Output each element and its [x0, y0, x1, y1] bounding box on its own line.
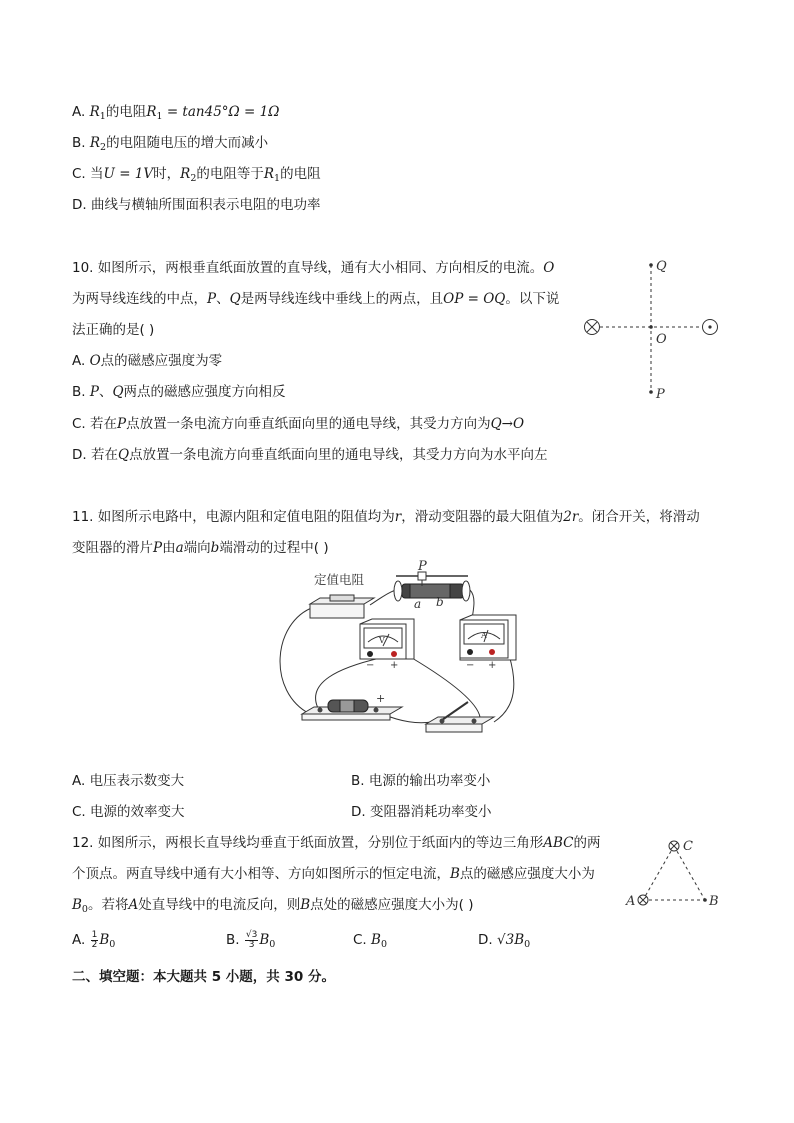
q10-figure — [580, 255, 730, 405]
voltmeter-minus: − — [366, 660, 375, 671]
q10-option-a: A. O点的磁感应强度为零 — [72, 353, 223, 369]
voltmeter-label: V — [379, 636, 385, 645]
q10-stem-line2: 为两导线连线的中点，P、Q是两导线连线中垂线上的两点，且OP = OQ。以下说 — [72, 291, 560, 307]
q10-stem-line1: 10. 如图所示，两根垂直纸面放置的直导线，通有大小相同、方向相反的电流。O — [72, 260, 555, 276]
ammeter-label: A — [481, 631, 487, 640]
q11-option-b: B. 电源的输出功率变小 — [351, 773, 491, 789]
q11-stem-line2: 变阻器的滑片P由a端向b端滑动的过程中( ) — [72, 540, 329, 556]
q9-option-b: B. $R_2$的电阻随电压的增大而减小 — [72, 135, 269, 153]
wire-into-page-icon — [585, 320, 600, 335]
voltmeter-plus: + — [390, 660, 399, 671]
wire-a-into-page-icon — [638, 895, 648, 905]
fixed-resistor-label: 定值电阻 — [314, 572, 365, 587]
slider-label-p: P — [418, 559, 427, 574]
battery-plus: + — [376, 692, 386, 705]
q12-option-a: A. $\frac{1}{2}$ $B_0$ — [72, 929, 116, 950]
wire-c-into-page-icon — [669, 841, 679, 851]
q12-option-d: D. $√3B_0$ — [478, 932, 531, 950]
rheostat — [394, 572, 470, 601]
q10-label-p: P — [656, 387, 665, 402]
q10-option-c: C. 若在P点放置一条电流方向垂直纸面向里的通电导线，其受力方向为Q→O — [72, 416, 525, 432]
q12-stem-line3: $B_0$。若将A处直导线中的电流反向，则B点处的磁感应强度大小为( ) — [72, 897, 474, 915]
q9-option-d: D. 曲线与横轴所围面积表示电阻的电功率 — [72, 197, 321, 213]
q11-stem-line1: 11. 如图所示电路中，电源内阻和定值电阻的阻值均为r，滑动变阻器的最大阻值为2r。闭合开关，将滑动 — [72, 509, 700, 525]
q11-option-d: D. 变阻器消耗功率变小 — [351, 804, 492, 820]
ammeter — [460, 615, 516, 660]
wire-out-of-page-icon — [703, 320, 718, 335]
q9-option-a: A. $R_1$的电阻$R_1 = \tan 45^\circ\Omega = 1\Omega$ — [72, 104, 280, 122]
ammeter-plus: + — [488, 660, 497, 671]
q12-label-b: B — [709, 894, 719, 909]
q12-stem-line1: 12. 如图所示，两根长直导线均垂直于纸面放置，分别位于纸面内的等边三角形ABC的两 — [72, 835, 601, 851]
voltmeter — [360, 619, 414, 659]
q12-option-c: C. $B_0$ — [353, 932, 387, 950]
q11-option-c: C. 电源的效率变大 — [72, 804, 185, 820]
q12-stem-line2: 个顶点。两直导线中通有大小相等、方向如图所示的恒定电流，B点的磁感应强度大小为 — [72, 866, 595, 882]
q12-label-c: C — [683, 839, 693, 854]
ammeter-minus: − — [466, 660, 475, 671]
fixed-resistor — [310, 595, 374, 618]
q10-label-o: O — [656, 332, 667, 347]
q9-option-c: C. 当U = 1V时，$R_2$的电阻等于$R_1$的电阻 — [72, 166, 321, 184]
q12-triangle-figure — [620, 835, 730, 915]
q10-option-b: B. P、Q两点的磁感应强度方向相反 — [72, 384, 286, 400]
q10-label-q: Q — [656, 259, 667, 274]
switch — [426, 702, 494, 732]
end-label-a: a — [414, 597, 422, 611]
q12-option-b: B. $\frac{√3}{3}$ $B_0$ — [226, 929, 276, 950]
end-label-b: b — [436, 595, 444, 609]
q11-option-a: A. 电压表示数变大 — [72, 773, 185, 789]
q10-option-d: D. 若在Q点放置一条电流方向垂直纸面向里的通电导线，其受力方向为水平向左 — [72, 447, 548, 463]
q11-circuit-figure — [262, 559, 532, 740]
q12-label-a: A — [626, 894, 636, 909]
section-2-heading: 二、填空题：本大题共 5 小题，共 30 分。 — [72, 969, 335, 985]
q10-stem-line3: 法正确的是( ) — [72, 322, 155, 338]
battery — [302, 700, 402, 720]
